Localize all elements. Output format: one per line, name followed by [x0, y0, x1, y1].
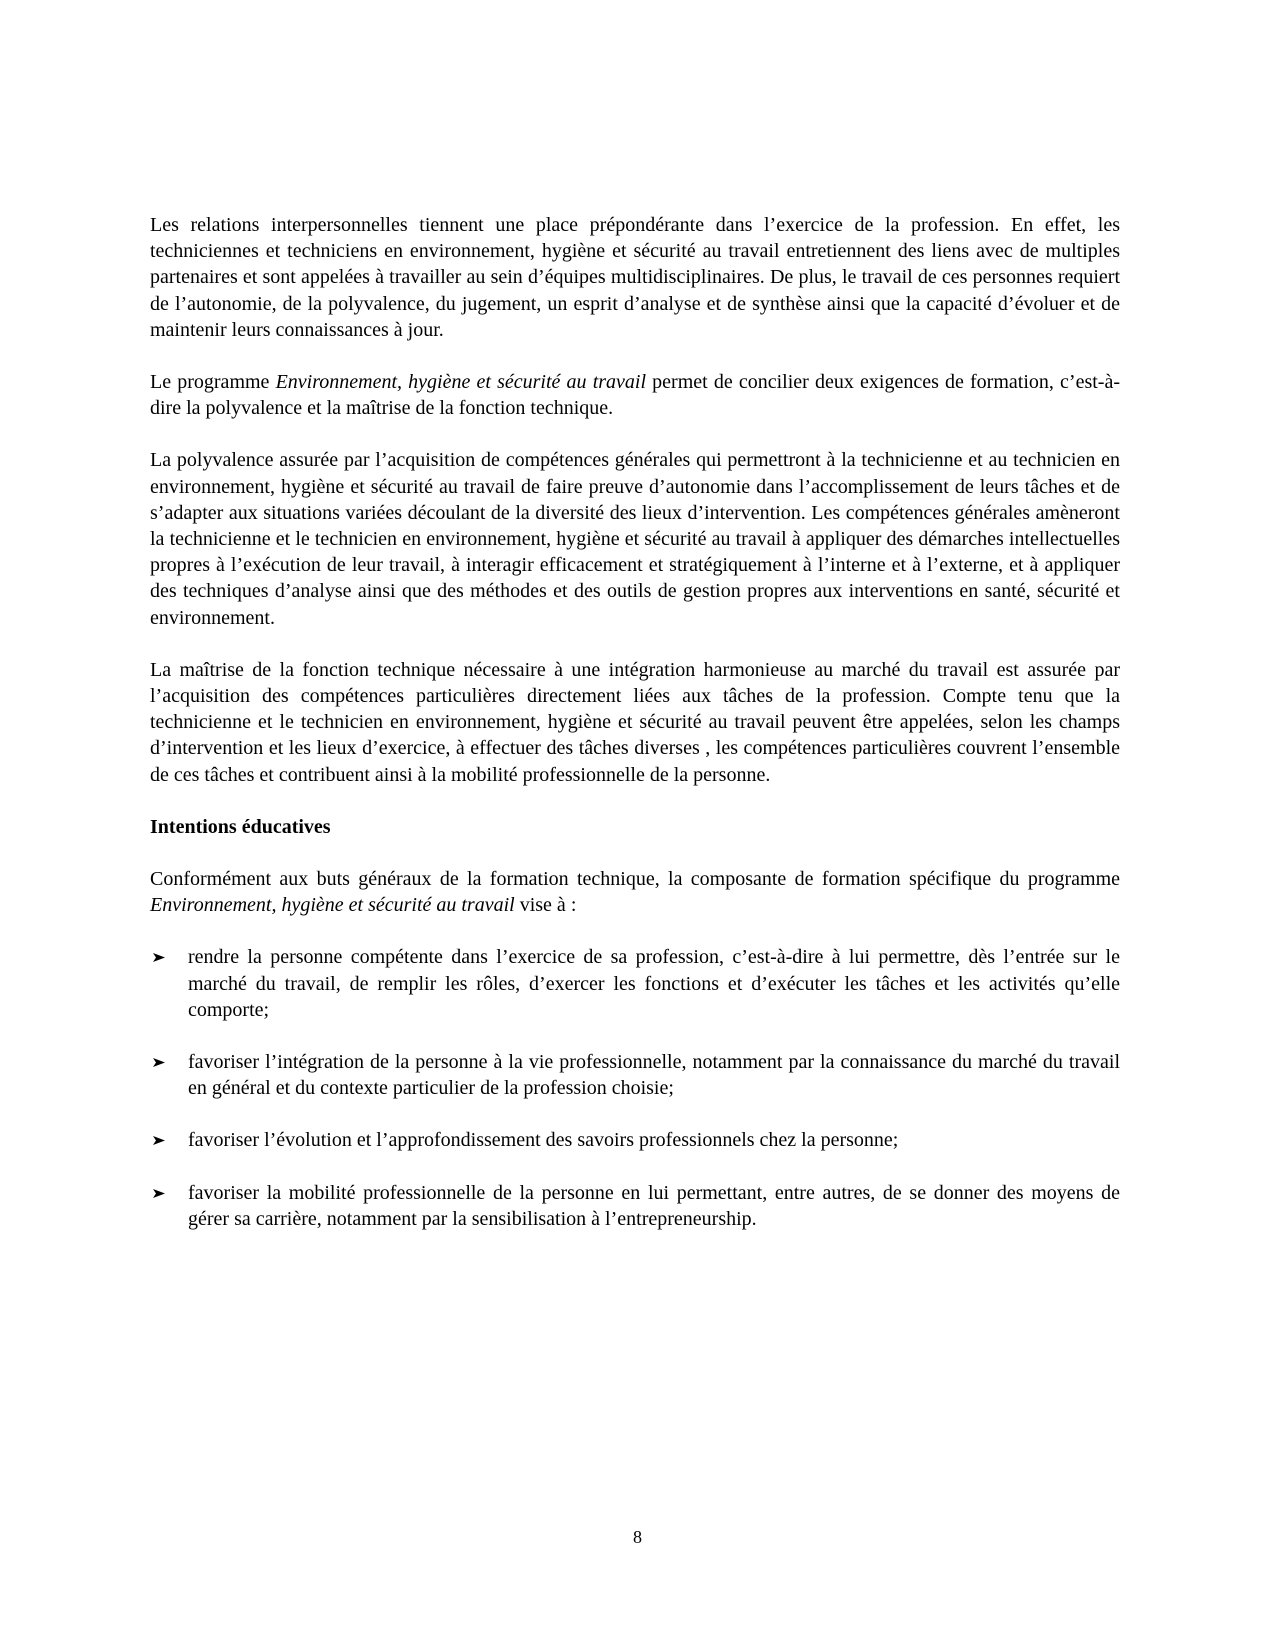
list-item-text: favoriser la mobilité professionnelle de la personne en lui permettant, entre autres, de se donner des moyens de gérer sa carrière, notamment par la sensibilisation à l’entrepreneurship. — [188, 1181, 1120, 1230]
paragraph-polyvalence: La polyvalence assurée par l’acquisition de compétences générales qui permettront à la technicienne et au technicien en environnement, hygiène et sécurité au travail de faire preuve d’autonomie dans l’accomplissement de leurs tâches et de s’adapter aux situations variées découlant de la diversité des lieux d’intervention. Les compétences générales amèneront la technicienne et le technicien en environnement, hygiène et sécurité au travail à appliquer des démarches intellectuelles propres à l’exécution de leur travail, à interagir efficacement et stratégiquement à l’interne et à l’externe, et à appliquer des techniques d’analyse ainsi que des méthodes et des outils de gestion propres aux interventions en santé, sécurité et environnement. — [150, 449, 1120, 629]
arrowhead-bullet-icon — [150, 1180, 170, 1206]
paragraph-programme-text-start: Le programme — [150, 371, 276, 394]
list-item-text: rendre la personne compétente dans l’exercice de sa profession, c’est-à-dire à lui permettre, dès l’entrée sur le marché du travail, de remplir les rôles, d’exercer les fonctions et d’exécuter les tâches et les activités qu’elle comporte; — [188, 946, 1120, 1021]
arrowhead-bullet-icon — [150, 1049, 170, 1075]
list-item — [150, 1049, 1120, 1101]
programme-title-italic: Environnement, hygiène et sécurité au travail — [275, 371, 647, 394]
paragraph-programme — [150, 369, 1120, 421]
paragraph-relations: Les relations interpersonnelles tiennent une place prépondérante dans l’exercice de la profession. En effet, les techniciennes et techniciens en environnement, hygiène et sécurité au travail entretiennent des liens avec de multiples partenaires et sont appelées à travailler au sein d’équipes multidisciplinaires. De plus, le travail de ces personnes requiert de l’autonomie, de la polyvalence, du jugement, un esprit d’analyse et de synthèse ainsi que la capacité d’évoluer et de maintenir leurs connaissances à jour. — [150, 214, 1120, 341]
paragraph-programme-text-end: permet de concilier deux exigences de formation, c’est-à-dire la polyvalence et la maîtrise de la fonction technique. — [150, 371, 1120, 420]
list-item — [150, 1127, 1120, 1153]
arrowhead-bullet-icon — [150, 944, 170, 970]
intentions-list — [150, 944, 1120, 1232]
paragraph-maitrise: La maîtrise de la fonction technique nécessaire à une intégration harmonieuse au marché du travail est assurée par l’acquisition des compétences particulières directement liées aux tâches de la profession. Compte tenu que la technicienne et le technicien en environnement, hygiène et sécurité au travail peuvent être appelées, selon les champs d’intervention et les lieux d’exercice, à effectuer des tâches diverses , les compétences particulières couvrent l’ensemble de ces tâches et contribuent ainsi à la mobilité professionnelle de la personne. — [150, 658, 1120, 786]
document-body — [150, 212, 1120, 1258]
section-intro-programme-italic: Environnement, hygiène et sécurité au travail — [150, 894, 515, 917]
page-number: 8 — [633, 1527, 642, 1547]
list-item — [150, 1180, 1120, 1232]
list-item — [150, 944, 1120, 1023]
list-item-text: favoriser l’évolution et l’approfondissement des savoirs professionnels chez la personne; — [188, 1129, 899, 1152]
section-intro — [150, 866, 1120, 918]
section-intro-text-start: Conformément aux buts généraux de la formation technique, la composante de formation spécifique du programme — [150, 868, 1120, 891]
arrowhead-bullet-icon — [150, 1127, 170, 1153]
section-heading: Intentions éducatives — [150, 815, 331, 838]
section-intro-text-end: vise à : — [514, 894, 577, 917]
list-item-text: favoriser l’intégration de la personne à la vie professionnelle, notamment par la connaissance du marché du travail en général et du contexte particulier de la profession choisie; — [188, 1051, 1120, 1100]
